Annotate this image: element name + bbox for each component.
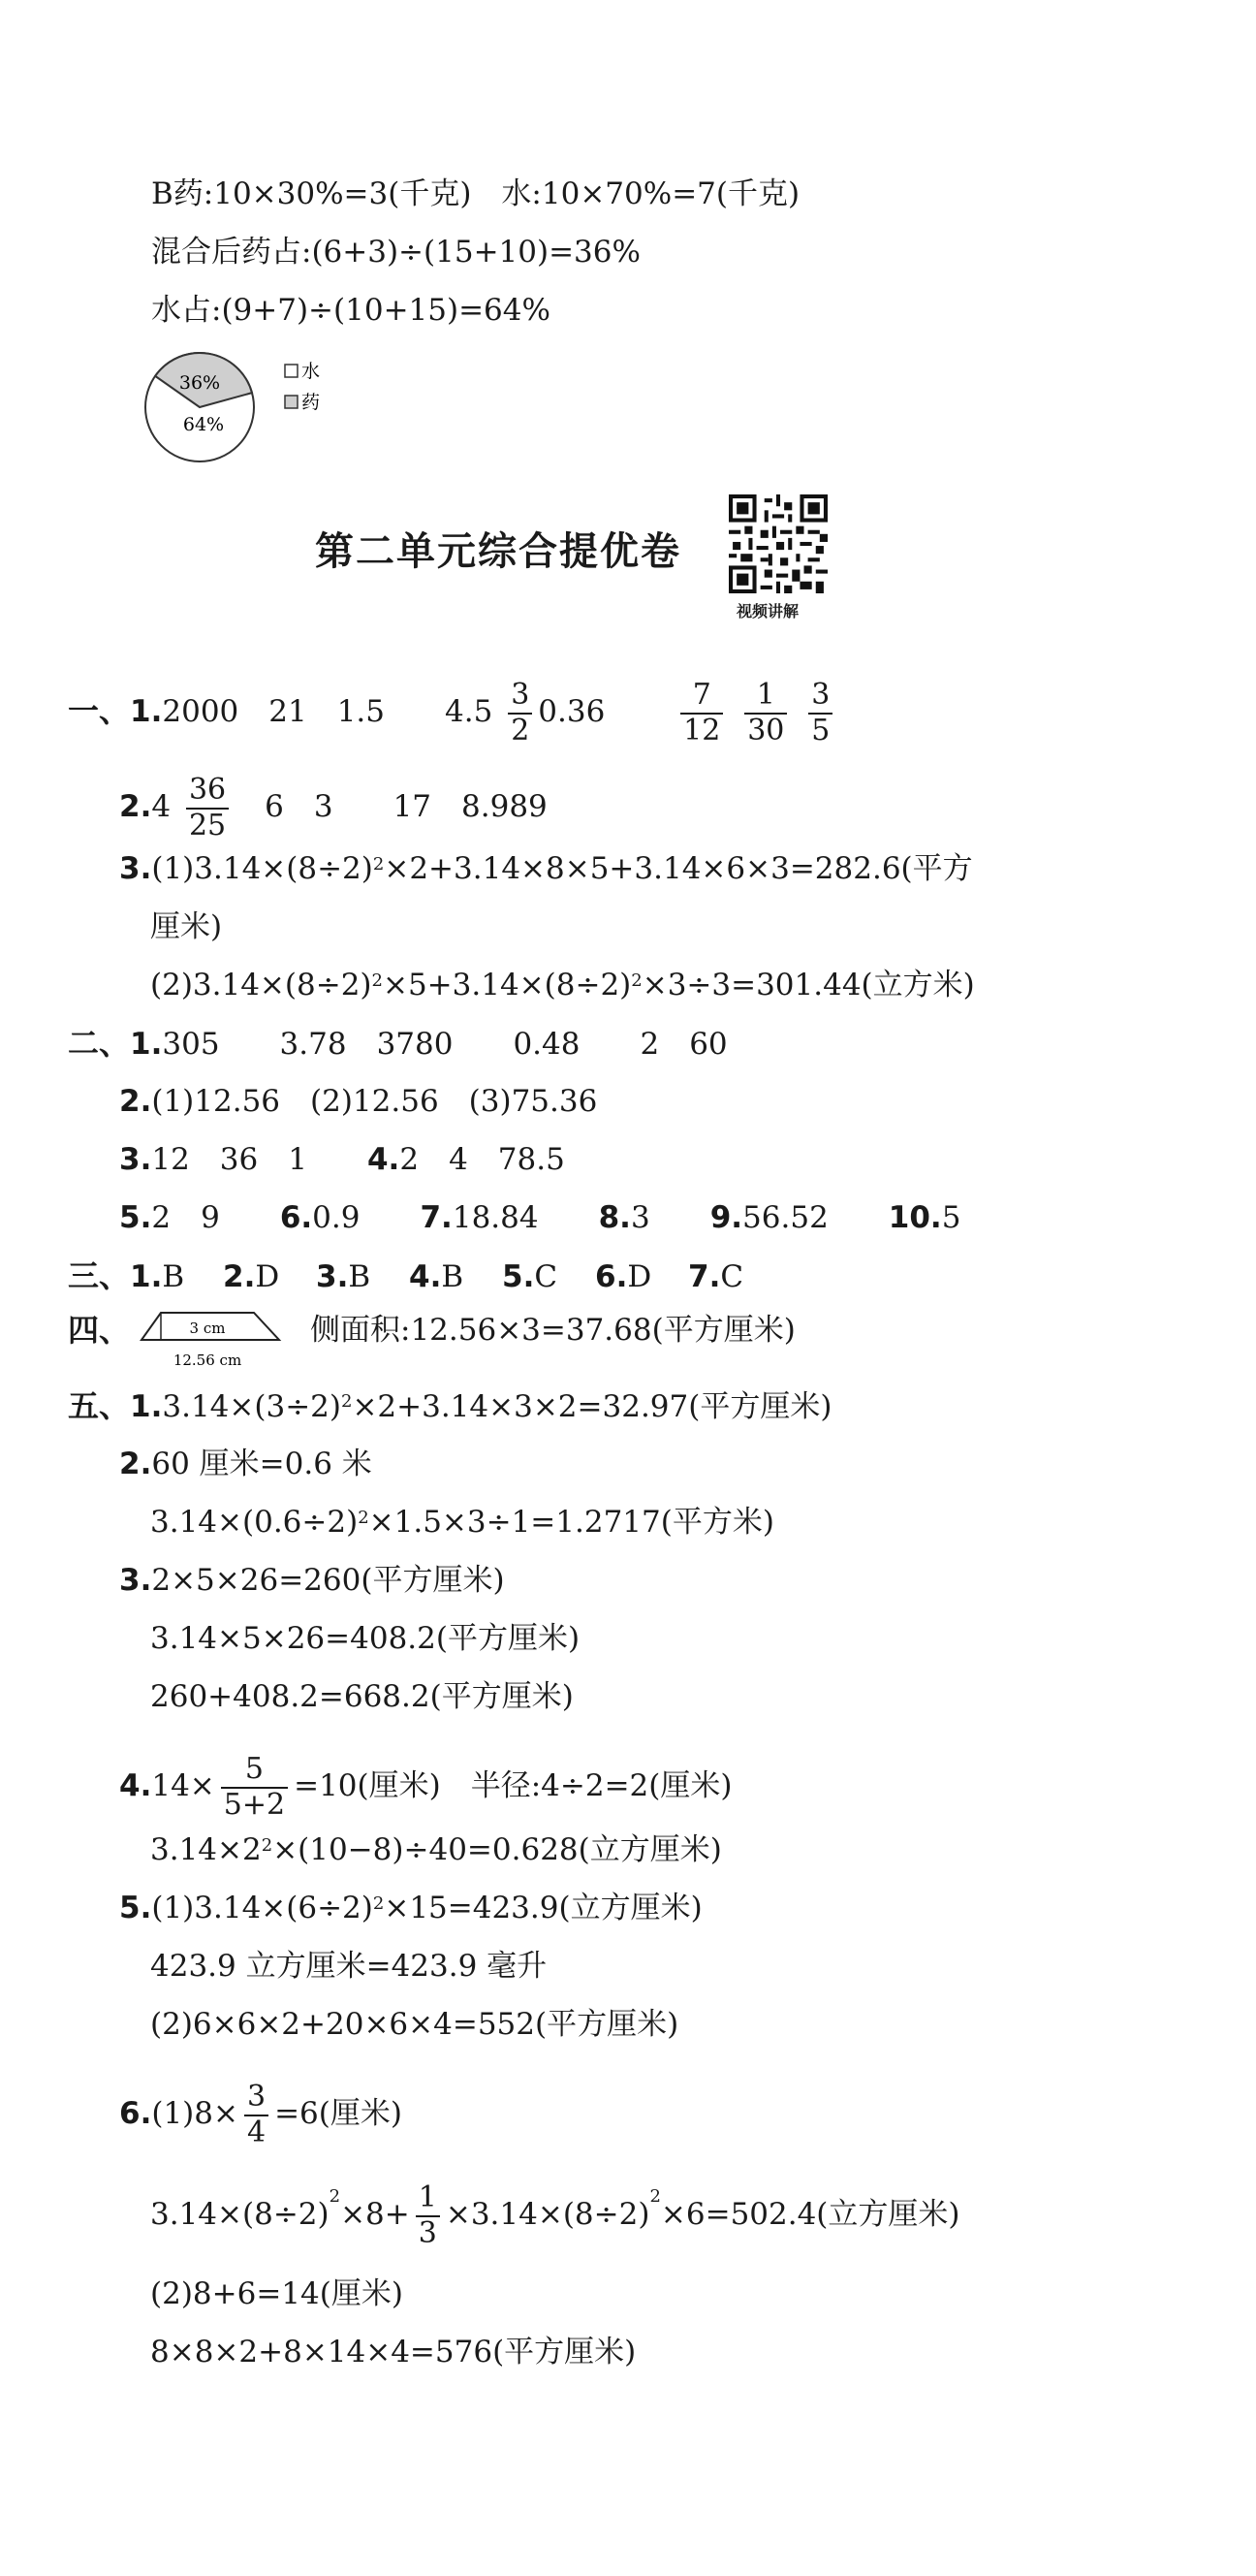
s3-q3-ans: B	[348, 1259, 371, 1294]
superscript: 2	[358, 1508, 369, 1528]
s2-q7-num: 7.	[420, 1200, 453, 1235]
parallelogram-diagram	[138, 1309, 283, 1371]
numerator: 7	[680, 679, 723, 715]
s5-q3-line3: 260+408.2=668.2(平方厘米)	[150, 1679, 574, 1714]
text: 2×5×26=260(平方厘米)	[151, 1563, 505, 1598]
fraction	[221, 1753, 288, 1822]
text: ×(10−8)÷40=0.628(立方厘米)	[272, 1832, 722, 1867]
s5-q5-line1	[119, 1889, 703, 1927]
text: ×3÷3=301.44(立方米)	[642, 968, 975, 1002]
superscript: 2	[340, 1391, 353, 1412]
s5-q3-num: 3.	[119, 1563, 152, 1598]
text: ×6=502.4(立方厘米)	[660, 2197, 960, 2232]
s5-q6-line2	[150, 2181, 960, 2250]
s2-q5-text: 2 9	[151, 1200, 220, 1235]
s1-label: 一、	[68, 692, 131, 729]
numerator: 1	[744, 679, 787, 715]
s1-q3-num: 3.	[119, 851, 152, 886]
s2-q9-text: 56.52	[742, 1200, 829, 1235]
superscript: 2	[649, 2186, 661, 2207]
pie-label-64: 64%	[182, 414, 225, 435]
text: 3.14×2	[150, 1832, 262, 1867]
s2-q10-text: 5	[941, 1200, 961, 1235]
s2-q1-num: 1.	[130, 1027, 163, 1062]
numerator: 3	[244, 2081, 268, 2116]
fraction	[186, 774, 229, 843]
s1-q1-mid: 0.36	[538, 694, 666, 729]
s5-q6-num: 6.	[119, 2096, 152, 2131]
s2-q3-num: 3.	[119, 1142, 152, 1177]
s2-q9-num: 9.	[709, 1200, 743, 1235]
text: (2)3.14×(8÷2)	[150, 968, 372, 1002]
top-line-3: 水占:(9+7)÷(10+15)=64%	[151, 293, 550, 328]
s1-q2	[119, 774, 548, 843]
text: 60 厘米=0.6 米	[151, 1447, 372, 1481]
s3-answers	[68, 1256, 781, 1296]
qr-caption: 视频讲解	[737, 602, 800, 620]
s1-q3-line1	[119, 849, 973, 888]
s1-q2-num: 2.	[119, 789, 152, 824]
s5-q4-num: 4.	[119, 1768, 152, 1803]
s2-q7-text: 18.84	[452, 1200, 539, 1235]
s5-q5-line3: (2)6×6×2+20×6×4=552(平方厘米)	[150, 2007, 679, 2042]
s4-label	[68, 1311, 130, 1351]
s3-q4-ans: B	[441, 1259, 464, 1294]
s1-q1-text: 2000 21 1.5 4.5	[162, 694, 493, 729]
numerator: 36	[186, 774, 229, 810]
s5-q1	[68, 1386, 832, 1426]
s3-q6-ans: D	[627, 1259, 652, 1294]
denominator: 25	[188, 808, 227, 843]
denominator: 5	[811, 713, 831, 747]
s5-q5-num: 5.	[119, 1891, 152, 1925]
text: 3.14×(3÷2)	[162, 1389, 341, 1424]
s2-q8-num: 8.	[598, 1200, 631, 1235]
s2-q2	[119, 1082, 597, 1121]
s5-q6-line1	[119, 2081, 402, 2149]
s1-q3-line3	[150, 966, 975, 1004]
s2-q8-text: 3	[630, 1200, 650, 1235]
s3-q1-num: 1.	[130, 1259, 163, 1294]
text: =10(厘米) 半径:4÷2=2(厘米)	[294, 1768, 733, 1803]
numerator: 3	[508, 679, 532, 715]
superscript: 2	[372, 1893, 385, 1914]
s3-q7-num: 7.	[688, 1259, 721, 1294]
text: ×15=423.9(立方厘米)	[384, 1891, 703, 1925]
numerator: 5	[221, 1753, 288, 1789]
s2-q5-num: 5.	[119, 1200, 152, 1235]
s3-q2-ans: D	[255, 1259, 280, 1294]
s2-q3-q4	[119, 1140, 565, 1179]
text: ×5+3.14×(8÷2)	[382, 968, 632, 1002]
text: 3.14×(0.6÷2)	[150, 1505, 359, 1540]
legend-drug-swatch	[285, 396, 298, 408]
s4-label-text: 四、	[68, 1312, 131, 1349]
s5-q2-num: 2.	[119, 1447, 152, 1481]
s2-q2-num: 2.	[119, 1084, 152, 1119]
s3-label: 三、	[68, 1257, 131, 1294]
legend-water-swatch	[285, 365, 298, 377]
denominator: 2	[511, 713, 530, 747]
s1-q3-line2: 厘米)	[150, 909, 223, 944]
pie-label-36: 36%	[178, 372, 221, 394]
s5-q4-line1	[119, 1753, 732, 1822]
superscript: 2	[372, 854, 385, 875]
s1-q2-pre: 4	[151, 789, 172, 824]
height-label: 3 cm	[189, 1320, 226, 1337]
superscript: 2	[631, 970, 643, 991]
text: 3.14×(8÷2)	[150, 2197, 330, 2232]
page-title: 第二单元综合提优卷	[315, 529, 681, 574]
text: ×1.5×3÷1=1.2717(平方米)	[368, 1505, 774, 1540]
s2-q1-text: 305 3.78 3780 0.48 2 60	[162, 1027, 728, 1062]
s3-q1-ans: B	[162, 1259, 185, 1294]
text: ×2+3.14×8×5+3.14×6×3=282.6(平方	[384, 851, 973, 886]
base-label: 12.56 cm	[173, 1352, 242, 1369]
fraction	[744, 679, 787, 747]
fraction	[244, 2081, 268, 2149]
text: ×2+3.14×3×2=32.97(平方厘米)	[352, 1389, 832, 1424]
pie-chart	[143, 351, 434, 471]
text: (1)3.14×(6÷2)	[151, 1891, 373, 1925]
denominator: 3	[418, 2215, 437, 2250]
text: =6(厘米)	[274, 2096, 402, 2131]
legend-drug-label: 药	[301, 392, 321, 413]
s2-q4-num: 4.	[366, 1142, 400, 1177]
fraction	[508, 679, 532, 747]
s3-q7-ans: C	[720, 1259, 744, 1294]
superscript: 2	[371, 970, 383, 991]
s3-q4-num: 4.	[409, 1259, 442, 1294]
text: (1)8×	[151, 2096, 238, 2131]
fraction	[680, 679, 723, 747]
s5-q4-line2	[150, 1830, 722, 1869]
s5-label: 五、	[68, 1387, 131, 1424]
legend-water-label: 水	[301, 361, 321, 382]
text: (1)3.14×(8÷2)	[151, 851, 373, 886]
s5-q6-line4: 8×8×2+8×14×4=576(平方厘米)	[150, 2335, 637, 2369]
qr-code[interactable]	[729, 494, 828, 593]
s1-q2-post: 6 3 17 8.989	[235, 789, 548, 824]
s1-q1	[68, 679, 838, 747]
denominator: 4	[246, 2115, 267, 2149]
s5-q2-line1	[119, 1445, 372, 1483]
s2-q3-text: 12 36 1	[151, 1142, 307, 1177]
s2-q6-text: 0.9	[312, 1200, 361, 1235]
denominator: 5+2	[223, 1787, 286, 1822]
s3-q3-num: 3.	[316, 1259, 349, 1294]
numerator: 1	[416, 2181, 440, 2217]
s1-q1-num: 1.	[130, 694, 163, 729]
superscript: 2	[261, 1835, 273, 1856]
s3-q5-num: 5.	[502, 1259, 535, 1294]
top-line-1: B药:10×30%=3(千克) 水:10×70%=7(千克)	[151, 176, 801, 211]
s5-q6-line3: (2)8+6=14(厘米)	[150, 2276, 403, 2311]
s2-q6-num: 6.	[279, 1200, 313, 1235]
top-line-2: 混合后药占:(6+3)÷(15+10)=36%	[151, 235, 641, 270]
s5-q5-line2: 423.9 立方厘米=423.9 毫升	[150, 1949, 548, 1984]
s2-q5-q10	[119, 1198, 960, 1237]
s5-q3-line2: 3.14×5×26=408.2(平方厘米)	[150, 1621, 581, 1656]
s5-q3-line1	[119, 1561, 505, 1600]
fraction	[416, 2181, 440, 2250]
s3-q6-num: 6.	[595, 1259, 628, 1294]
s5-q2-line2	[150, 1503, 774, 1542]
text: ×3.14×(8÷2)	[445, 2197, 650, 2232]
text: ×8+	[340, 2197, 410, 2232]
s3-q5-ans: C	[534, 1259, 558, 1294]
s2-q10-num: 10.	[888, 1200, 942, 1235]
denominator: 12	[683, 713, 721, 747]
s2-q4-text: 2 4 78.5	[399, 1142, 565, 1177]
fraction	[808, 679, 832, 747]
s4-text: 侧面积:12.56×3=37.68(平方厘米)	[310, 1313, 796, 1348]
superscript: 2	[329, 2186, 341, 2207]
numerator: 3	[808, 679, 832, 715]
denominator: 30	[747, 713, 785, 747]
s5-q1-num: 1.	[130, 1389, 163, 1424]
text: 14×	[151, 1768, 215, 1803]
s3-q2-num: 2.	[223, 1259, 256, 1294]
s2-label: 二、	[68, 1025, 131, 1062]
s2-q2-text: (1)12.56 (2)12.56 (3)75.36	[151, 1084, 598, 1119]
s2-q1	[68, 1024, 728, 1064]
